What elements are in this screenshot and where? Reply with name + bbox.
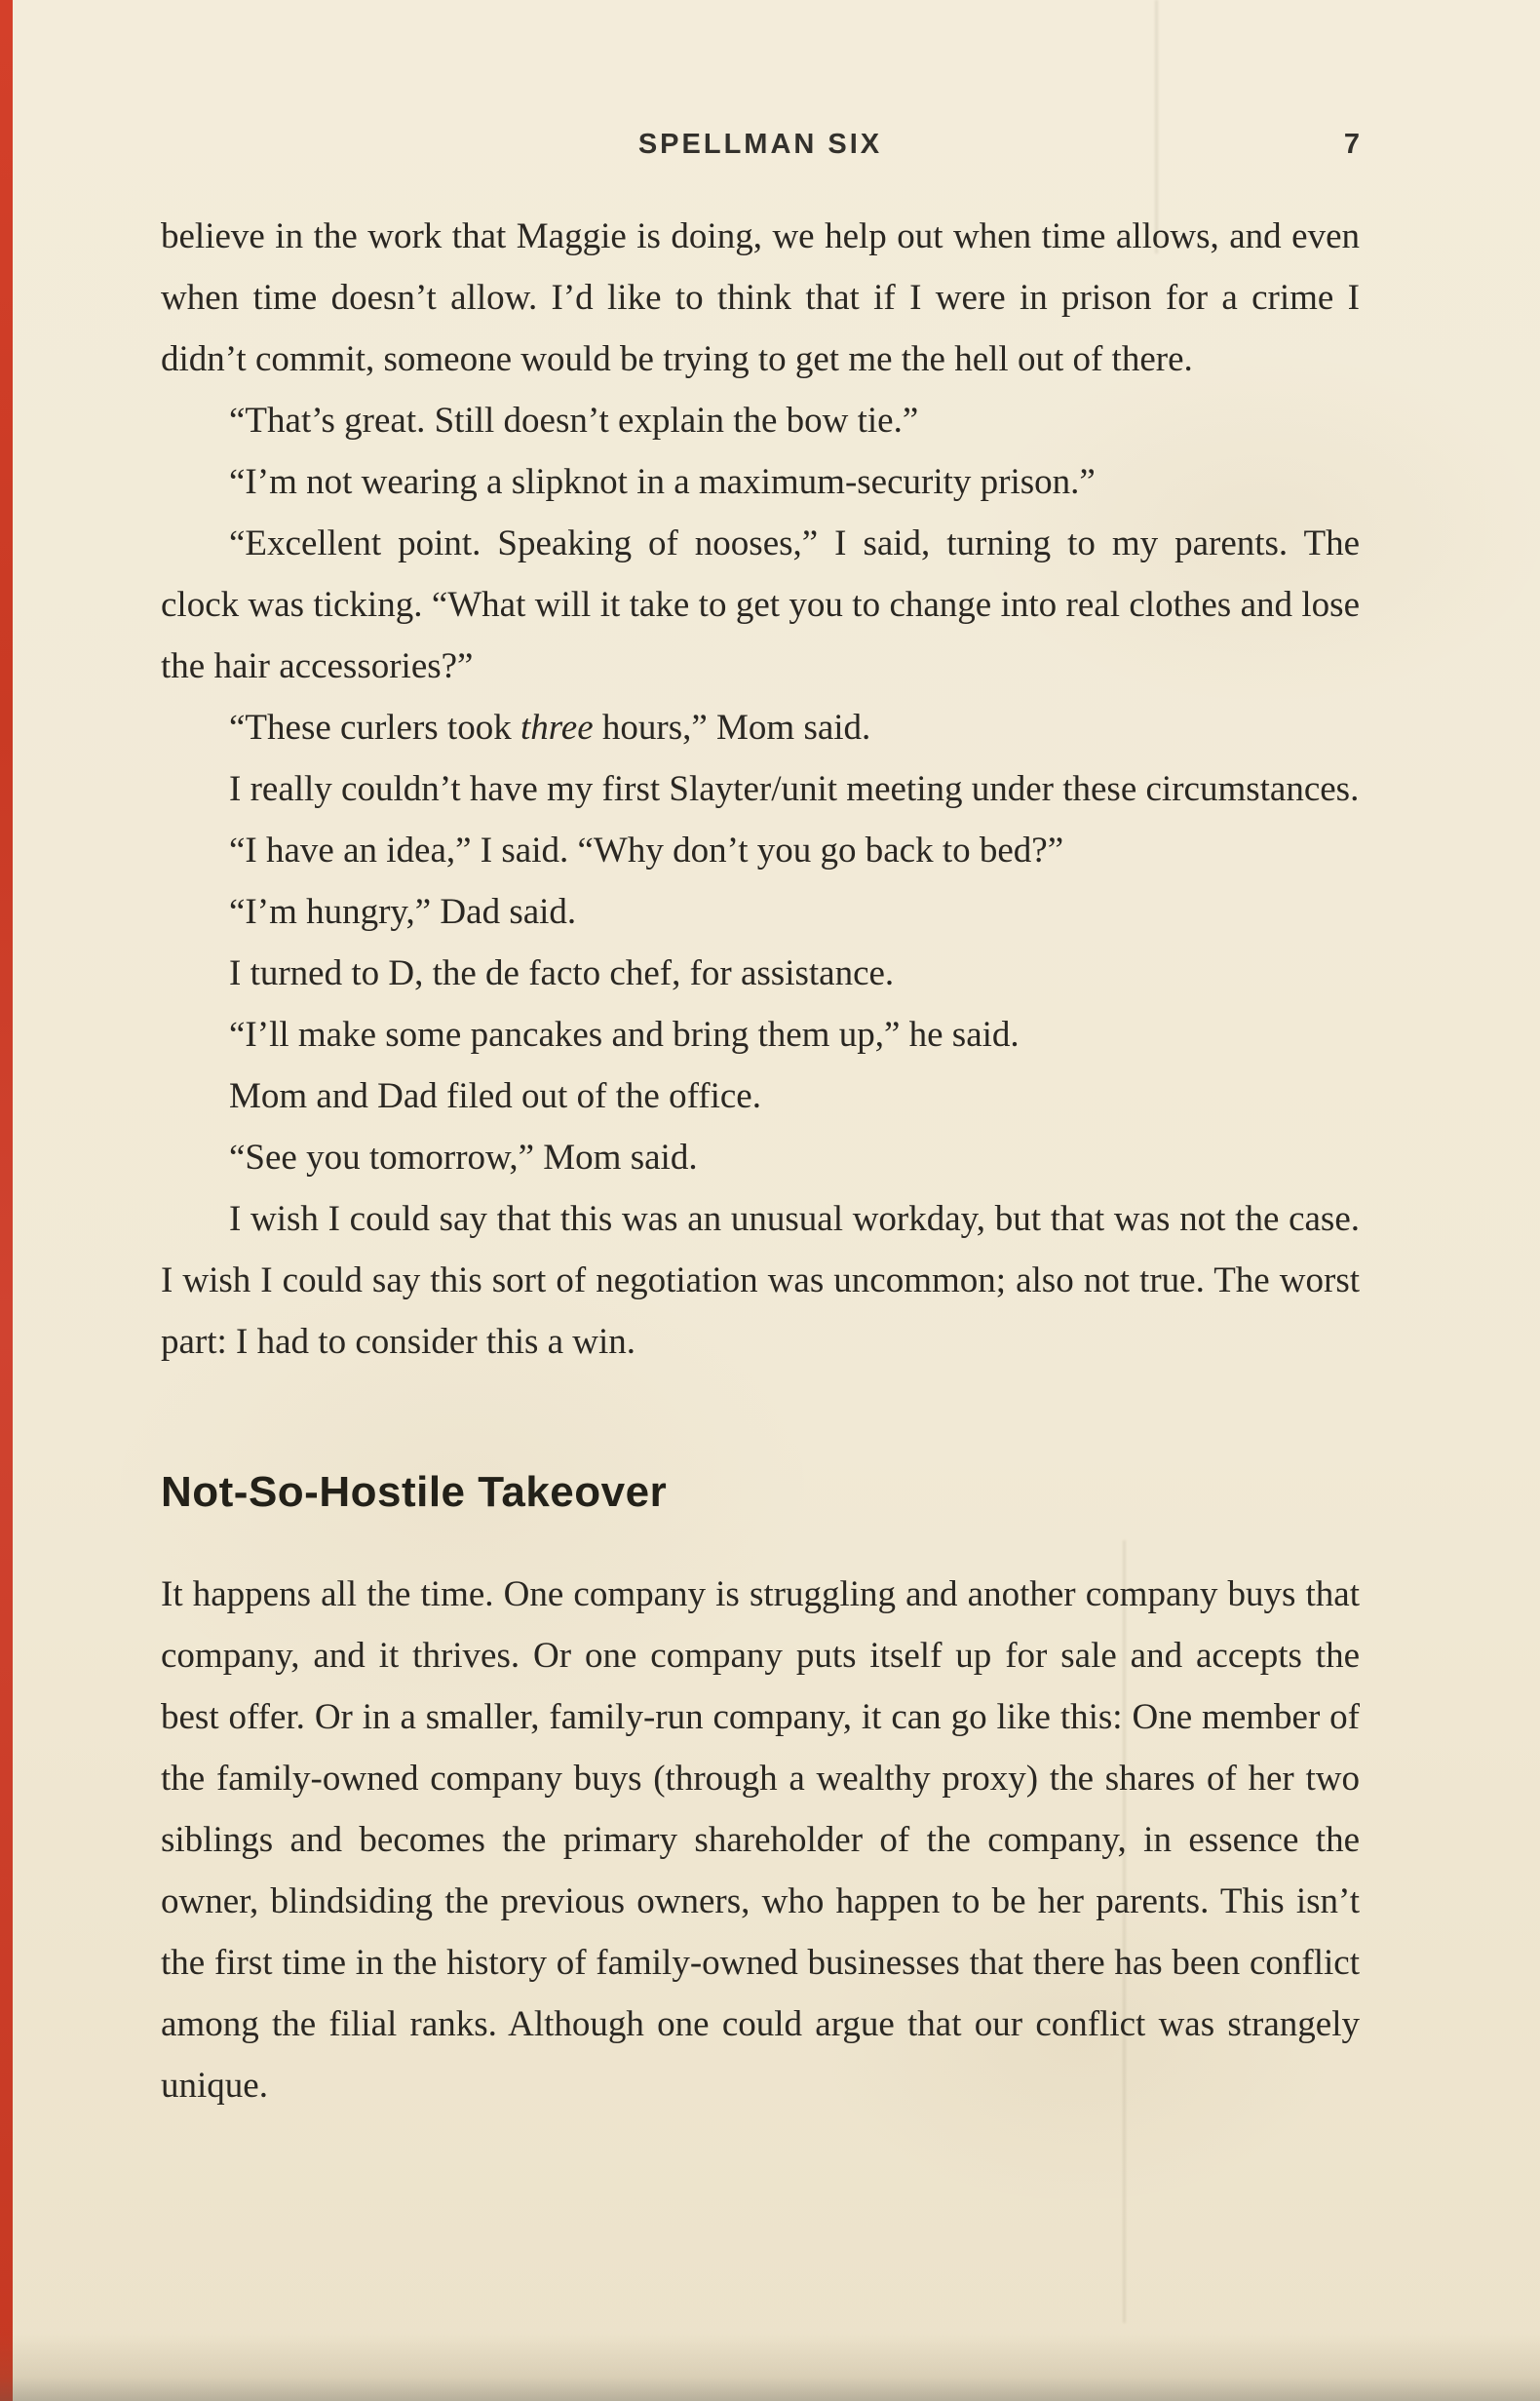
text-run: “I’m not wearing a slipknot in a maximum-security prison.” [229, 462, 1096, 502]
paragraph [161, 820, 1360, 881]
paragraph [161, 1065, 1360, 1127]
paragraph [161, 1004, 1360, 1065]
paragraph [161, 1127, 1360, 1188]
text-run: “I’m hungry,” Dad said. [229, 892, 577, 932]
text-run: “I’ll make some pancakes and bring them up,” he said. [229, 1015, 1020, 1055]
book-edge-stripe [0, 0, 13, 2401]
text-run: believe in the work that Maggie is doing, we help out when time allows, and even when time doesn’t allow. I’d like to think that if I were in prison for a crime I didn’t commit, someone would be trying to get me the hell out of there. [161, 216, 1360, 379]
text-run: Mom and Dad filed out of the office. [229, 1076, 761, 1116]
text-run: “That’s great. Still doesn’t explain the bow tie.” [229, 401, 919, 441]
text-run: I really couldn’t have my first Slayter/unit meeting under these circumstances. [229, 769, 1360, 809]
paragraph [161, 513, 1360, 697]
section-heading: Not-So-Hostile Takeover [161, 1468, 668, 1516]
running-header [161, 129, 1360, 161]
emphasized-text: three [520, 708, 594, 748]
paragraph [161, 758, 1360, 820]
paragraph [161, 943, 1360, 1004]
paragraph [161, 206, 1360, 390]
paragraph [161, 1188, 1360, 1373]
paragraph [161, 1564, 1360, 2116]
text-run: “These curlers took [229, 708, 520, 748]
page-content [161, 0, 1360, 2116]
section-text [161, 1564, 1360, 2116]
text-run: “Excellent point. Speaking of nooses,” I said, turning to my parents. The clock was ticking. “What will it take to get you to change into real clothes and lose the hair accessories?” [161, 523, 1360, 686]
text-run: I wish I could say that this was an unusual workday, but that was not the case. I wish I could say this sort of negotiation was uncommon; also not true. The worst part: I had to consider this a win. [161, 1199, 1360, 1362]
text-run: It happens all the time. One company is struggling and another company buys that company, and it thrives. Or one company puts itself up for sale and accepts the best offer. Or in a smaller, family-run company, it can go like this: One member of the family-owned company buys (through a wealthy proxy) the shares of her two siblings and becomes the primary shareholder of the company, in essence the owner, blindsiding the previous owners, who happen to be her parents. This isn’t the first time in the history of family-owned businesses that there has been conflict among the filial ranks. Although one could argue that our conflict was strangely unique. [161, 1574, 1360, 2106]
page-bottom-shadow [0, 2333, 1540, 2401]
text-run: I turned to D, the de facto chef, for assistance. [229, 953, 895, 993]
running-header-title: SPELLMAN SIX [637, 129, 883, 160]
body-text [161, 206, 1360, 1373]
paragraph [161, 451, 1360, 513]
page-number: 7 [1343, 129, 1360, 160]
text-run: “I have an idea,” I said. “Why don’t you go back to bed?” [229, 831, 1064, 871]
paragraph [161, 390, 1360, 451]
text-run: “See you tomorrow,” Mom said. [229, 1138, 698, 1178]
paragraph [161, 697, 1360, 758]
text-run: hours,” Mom said. [593, 708, 871, 748]
paragraph [161, 881, 1360, 943]
